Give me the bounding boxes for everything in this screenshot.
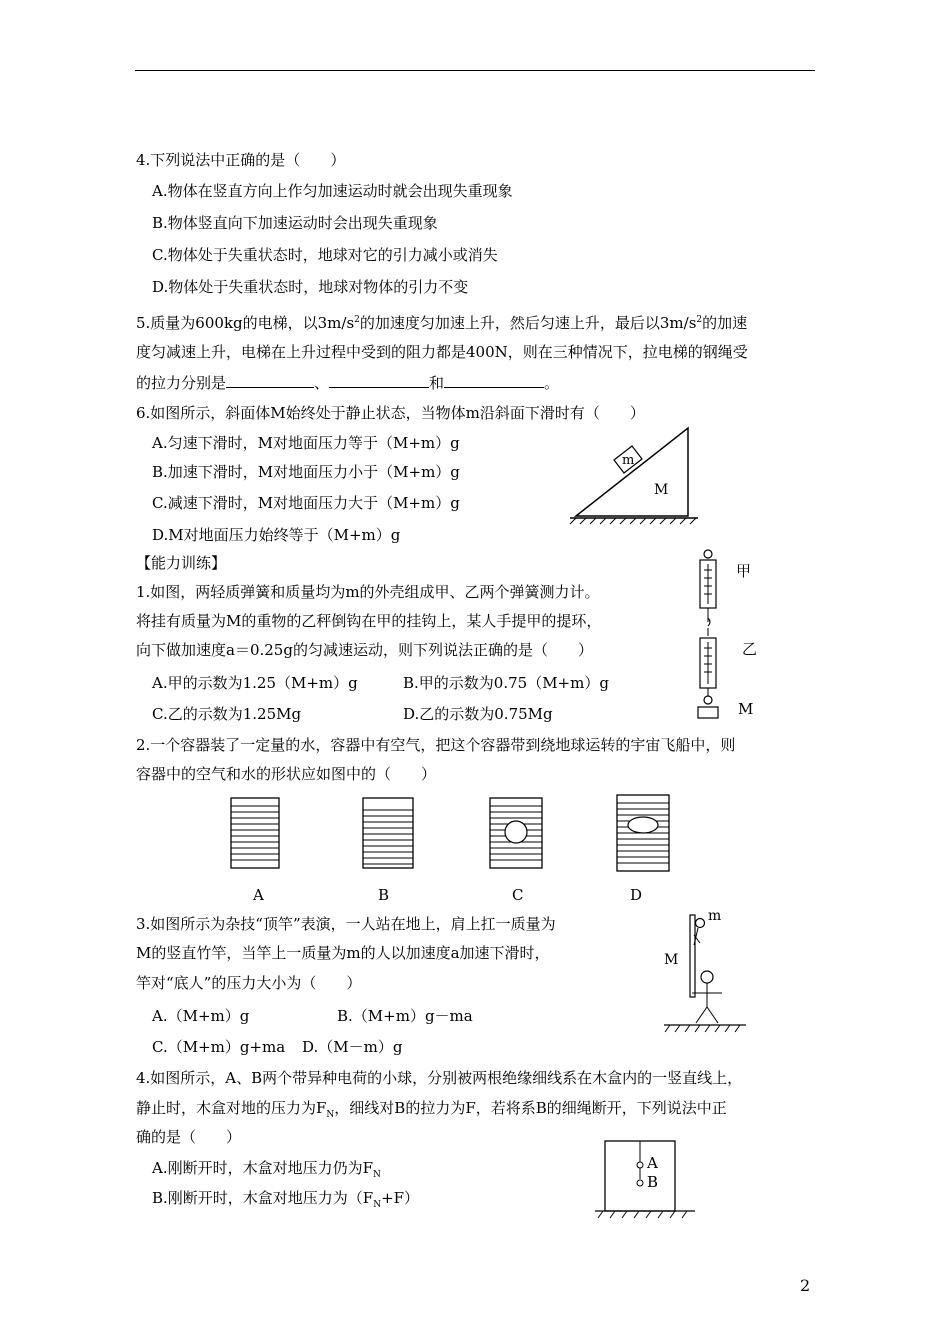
a1-option-d: D.乙的示数为0.75Mg — [403, 705, 553, 723]
block-m-label: m — [622, 453, 635, 468]
answer-blank-2 — [329, 373, 429, 388]
containers-figure — [225, 790, 695, 910]
header-rule — [135, 70, 815, 71]
a2-line1: 2.一个容器装了一定量的水，容器中有空气，把这个容器带到绕地球运转的宇宙飞船中，则 — [136, 736, 736, 754]
answer-blank-3 — [444, 373, 544, 388]
page-number: 2 — [800, 1276, 811, 1295]
a1-option-c: C.乙的示数为1.25Mg — [152, 705, 302, 723]
container-c — [490, 798, 542, 868]
a4-option-a: A.刚断开时，木盒对地压力仍为$F_N$ — [152, 1159, 381, 1180]
a1-option-a: A.甲的示数为1.25（M+m）g — [152, 674, 358, 692]
answer-blank-1 — [226, 373, 314, 388]
a4-line3: 确的是（ ） — [136, 1128, 242, 1146]
container-a — [231, 798, 279, 868]
ability-heading: 【能力训练】 — [136, 554, 227, 572]
weight-M-label: M — [738, 700, 754, 718]
a3-option-d: D.（M－m）g — [302, 1038, 403, 1056]
a3-option-c: C.（M+m）g+ma — [152, 1038, 286, 1056]
spring-scales-figure — [690, 548, 760, 720]
wedge-M-label: M — [654, 482, 669, 498]
container-b — [363, 798, 413, 868]
scale-jia-label: 甲 — [736, 562, 752, 580]
q6-option-a: A.匀速下滑时，M对地面压力等于（M+m）g — [152, 434, 460, 452]
container-label-b: B — [378, 886, 390, 904]
a3-line2: M的竖直竹竿，当竿上一质量为m的人以加速度a加速下滑时， — [136, 944, 550, 962]
incline-figure — [570, 420, 710, 525]
container-label-a: A — [253, 886, 264, 904]
a1-line1: 1.如图，两轻质弹簧和质量均为m的外壳组成甲、乙两个弹簧测力计。 — [136, 583, 600, 601]
pole-M-label: M — [664, 952, 679, 968]
q5-line1: 5.质量为600kg的电梯，以$3m/s^2$的加速度匀加速上升，然后匀速上升，最后以$3m/s^2$的加速 — [136, 314, 748, 332]
a1-line2: 将挂有质量为M的重物的乙秤倒钩在甲的挂钩上，某人手提甲的提环， — [136, 612, 602, 630]
pole-m-label: m — [708, 908, 722, 924]
a3-option-a: A.（M+m）g — [152, 1007, 250, 1025]
a4-line2: 静止时，木盒对地的压力为$F_N$，细线对B的拉力为F，若将系B的细绳断开，下列说法中正 — [136, 1099, 727, 1120]
scale-yi-label: 乙 — [742, 640, 758, 658]
q4-option-d: D.物体处于失重状态时，地球对物体的引力不变 — [152, 278, 469, 296]
container-label-d: D — [630, 886, 643, 904]
q6-stem: 6.如图所示，斜面体M始终处于静止状态，当物体m沿斜面下滑时有（ ） — [136, 404, 645, 422]
q6-option-c: C.减速下滑时，M对地面压力大于（M+m）g — [152, 494, 460, 512]
container-label-c: C — [512, 886, 524, 904]
ball-A-label: A — [647, 1154, 658, 1172]
a1-line3: 向下做加速度a＝0.25g的匀减速运动，则下列说法正确的是（ ） — [136, 641, 593, 659]
a3-line1: 3.如图所示为杂技“顶竿”表演，一人站在地上，肩上扛一质量为 — [136, 915, 556, 933]
q4-stem: 4.下列说法中正确的是（ ） — [136, 151, 346, 169]
a3-option-b: B.（M+m）g－ma — [337, 1007, 473, 1025]
pole-act-figure — [660, 905, 750, 1040]
wooden-box-figure — [595, 1135, 705, 1225]
q4-option-a: A.物体在竖直方向上作匀加速运动时就会出现失重现象 — [152, 182, 513, 200]
q6-option-d: D.M对地面压力始终等于（M+m）g — [152, 526, 401, 544]
q4-option-c: C.物体处于失重状态时，地球对它的引力减小或消失 — [152, 246, 498, 264]
container-d — [617, 795, 669, 871]
q5-line2: 度匀减速上升，电梯在上升过程中受到的阻力都是400N，则在三种情况下，拉电梯的钢绳受 — [136, 343, 748, 361]
q5-line3: 的拉力分别是 、 和 。 — [136, 374, 560, 392]
q6-option-b: B.加速下滑时，M对地面压力小于（M+m）g — [152, 463, 460, 481]
a3-line3: 竿对“底人”的压力大小为（ ） — [136, 974, 362, 992]
a1-option-b: B.甲的示数为0.75（M+m）g — [403, 674, 609, 692]
a4-line1: 4.如图所示，A、B两个带异种电荷的小球，分别被两根绝缘细线系在木盒内的一竖直线上， — [136, 1069, 743, 1087]
a4-option-b: B.刚断开时，木盒对地压力为$(F_N+F)$ — [152, 1189, 420, 1210]
a2-line2: 容器中的空气和水的形状应如图中的（ ） — [136, 765, 437, 783]
q4-option-b: B.物体竖直向下加速运动时会出现失重现象 — [152, 214, 438, 232]
ball-B-label: B — [647, 1173, 659, 1191]
